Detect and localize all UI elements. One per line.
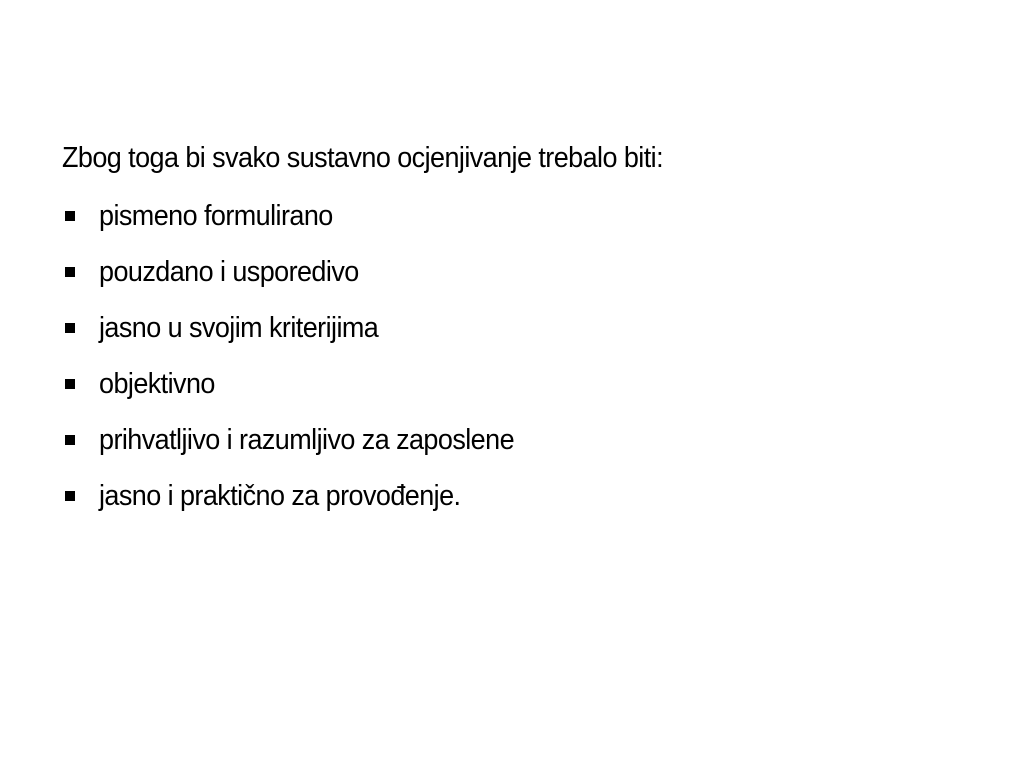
list-item: [62, 474, 962, 518]
bullet-text: objektivno: [99, 367, 215, 400]
square-bullet-icon: [65, 435, 75, 445]
square-bullet-icon: [65, 491, 75, 501]
square-bullet-icon: [65, 211, 75, 221]
bullet-text: prihvatljivo i razumljivo za zaposlene: [99, 423, 515, 456]
bullet-text: jasno u svojim kriterijima: [99, 311, 379, 344]
bullet-text: pouzdano i usporedivo: [99, 255, 359, 288]
list-item: [62, 418, 962, 462]
list-item: [62, 362, 962, 406]
bullet-text: pismeno formulirano: [99, 199, 333, 232]
list-item: [62, 250, 962, 294]
square-bullet-icon: [65, 379, 75, 389]
square-bullet-icon: [65, 267, 75, 277]
list-item: [62, 194, 962, 238]
bullet-list: [62, 194, 962, 518]
square-bullet-icon: [65, 323, 75, 333]
bullet-text: jasno i praktično za provođenje.: [99, 479, 461, 512]
intro-text: Zbog toga bi svako sustavno ocjenjivanje trebalo biti:: [62, 142, 664, 174]
list-item: [62, 306, 962, 350]
slide-content: [62, 136, 962, 530]
